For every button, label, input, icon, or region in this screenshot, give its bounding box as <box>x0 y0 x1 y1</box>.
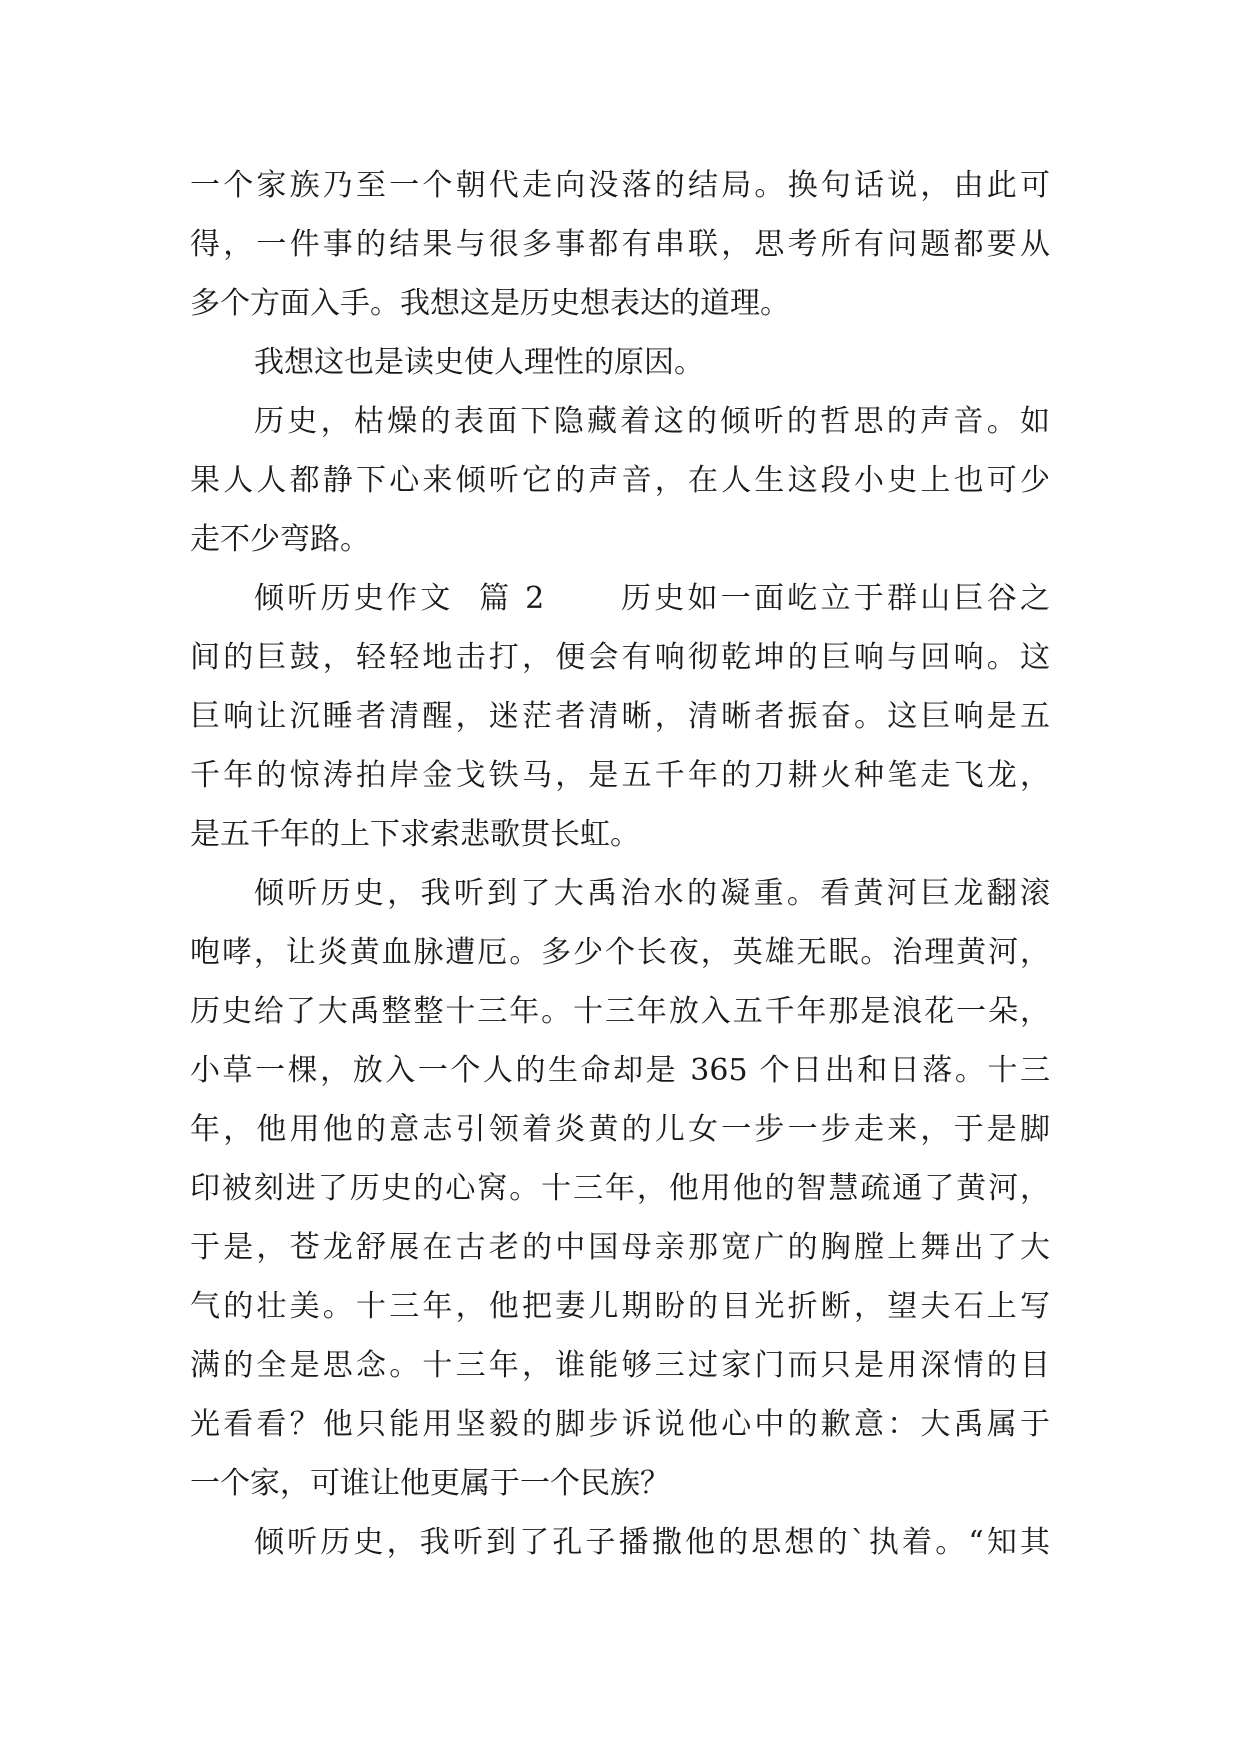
text-line: 一个家族乃至一个朝代走向没落的结局。换句话说，由此可 <box>190 168 1050 203</box>
text-line: 巨响让沉睡者清醒，迷茫者清晰，清晰者振奋。这巨响是五 <box>190 699 1050 734</box>
text-line: 气的壮美。十三年，他把妻儿期盼的目光折断，望夫石上写 <box>190 1289 1050 1324</box>
text-line: 满的全是思念。十三年，谁能够三过家门而只是用深情的目 <box>190 1348 1050 1383</box>
text-line: 咆哮，让炎黄血脉遭厄。多少个长夜，英雄无眠。治理黄河， <box>190 935 1050 970</box>
text-line: 我想这也是读史使人理性的原因。 <box>254 345 704 380</box>
text-line: 得，一件事的结果与很多事都有串联，思考所有问题都要从 <box>190 227 1050 262</box>
body-text <box>190 156 1050 1572</box>
text-line: 倾听历史作文 篇 2 历史如一面屹立于群山巨谷之 <box>254 581 1050 616</box>
text-line: 年，他用他的意志引领着炎黄的儿女一步一步走来，于是脚 <box>190 1112 1050 1147</box>
text-line: 印被刻进了历史的心窝。十三年，他用他的智慧疏通了黄河， <box>190 1171 1050 1206</box>
text-line: 历史给了大禹整整十三年。十三年放入五千年那是浪花一朵， <box>190 994 1050 1029</box>
text-line: 历史，枯燥的表面下隐藏着这的倾听的哲思的声音。如 <box>254 404 1050 439</box>
text-line: 倾听历史，我听到了孔子播撒他的思想的`执着。“知其 <box>254 1525 1050 1560</box>
text-line: 千年的惊涛拍岸金戈铁马，是五千年的刀耕火种笔走飞龙， <box>190 758 1050 793</box>
text-line: 于是，苍龙舒展在古老的中国母亲那宽广的胸膛上舞出了大 <box>190 1230 1050 1265</box>
text-line: 倾听历史，我听到了大禹治水的凝重。看黄河巨龙翻滚 <box>254 876 1050 911</box>
text-line: 多个方面入手。我想这是历史想表达的道理。 <box>190 286 790 321</box>
text-line: 一个家，可谁让他更属于一个民族？ <box>190 1466 670 1501</box>
text-line: 小草一棵，放入一个人的生命却是 365 个日出和日落。十三 <box>190 1053 1050 1088</box>
text-line: 光看看？他只能用坚毅的脚步诉说他心中的歉意：大禹属于 <box>190 1407 1050 1442</box>
text-line: 间的巨鼓，轻轻地击打，便会有响彻乾坤的巨响与回响。这 <box>190 640 1050 675</box>
text-line: 果人人都静下心来倾听它的声音，在人生这段小史上也可少 <box>190 463 1050 498</box>
text-line: 是五千年的上下求索悲歌贯长虹。 <box>190 817 640 852</box>
text-line: 走不少弯路。 <box>190 522 370 557</box>
